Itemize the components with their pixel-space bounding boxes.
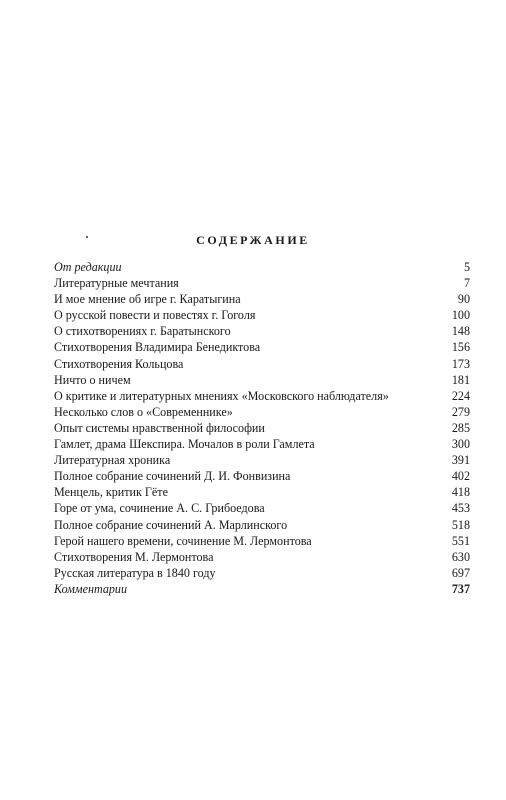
toc-entry-page-number: 148 [449,323,470,339]
toc-entry-page-number: 737 [449,581,470,597]
toc-entry [54,420,470,436]
toc-entry [54,404,470,420]
toc-entry [54,565,470,581]
toc-entry-title: Герой нашего времени, сочинение М. Лермонтова [54,533,316,549]
contents-heading: СОДЕРЖАНИЕ [196,233,310,247]
toc-entry [54,500,470,516]
toc-entry [54,452,470,468]
toc-entry [54,323,470,339]
toc-entry-page-number: 224 [449,388,470,404]
toc-entry-title: Русская литература в 1840 году [54,565,220,581]
toc-entry-title: Менцель, критик Гёте [54,484,172,500]
toc-entry-page-number: 156 [449,339,470,355]
toc-entry-page-number: 418 [449,484,470,500]
toc-entry-page-number: 181 [449,372,470,388]
toc-entry-title: Стихотворения Кольцова [54,356,187,372]
toc-entry [54,468,470,484]
table-of-contents [54,259,470,597]
toc-entry [54,291,470,307]
toc-entry [54,339,470,355]
toc-entry-title: Стихотворения Владимира Бенедиктова [54,339,264,355]
toc-entry-title: О стихотворениях г. Баратынского [54,323,235,339]
toc-entry-page-number: 697 [449,565,470,581]
toc-entry-title: О критике и литературных мнениях «Московского наблюдателя» [54,388,393,404]
toc-entry-page-number: 391 [449,452,470,468]
toc-entry [54,517,470,533]
toc-entry-page-number: 279 [449,404,470,420]
toc-entry [54,388,470,404]
toc-entry-page-number: 100 [449,307,470,323]
toc-entry-title: От редакции [54,259,126,275]
toc-entry [54,259,470,275]
toc-entry-page-number: 285 [449,420,470,436]
toc-entry-page-number: 518 [449,517,470,533]
toc-entry-page-number: 453 [449,500,470,516]
toc-entry-page-number: 173 [449,356,470,372]
toc-entry-title: Несколько слов о «Современнике» [54,404,237,420]
toc-entry [54,549,470,565]
toc-entry-page-number: 5 [461,259,470,275]
toc-entry [54,484,470,500]
toc-entry-page-number: 630 [449,549,470,565]
toc-entry-title: Полное собрание сочинений Д. И. Фонвизина [54,468,294,484]
toc-entry-title: И мое мнение об игре г. Каратыгина [54,291,245,307]
toc-entry-page-number: 7 [461,275,470,291]
toc-entry-page-number: 300 [449,436,470,452]
toc-entry-title: О русской повести и повестях г. Гоголя [54,307,259,323]
toc-entry-page-number: 551 [449,533,470,549]
toc-entry-title: Гамлет, драма Шекспира. Мочалов в роли Гамлета [54,436,319,452]
toc-entry-page-number: 402 [449,468,470,484]
toc-entry [54,436,470,452]
toc-entry-page-number: 90 [455,291,470,307]
toc-entry-title: Опыт системы нравственной философии [54,420,269,436]
toc-entry-title: Полное собрание сочинений А. Марлинского [54,517,291,533]
toc-entry-title: Комментарии [54,581,131,597]
toc-entry-title: Горе от ума, сочинение А. С. Грибоедова [54,500,269,516]
toc-entry [54,372,470,388]
toc-entry-title: Литературная хроника [54,452,174,468]
toc-entry [54,356,470,372]
toc-entry [54,581,470,597]
toc-entry-title: Стихотворения М. Лермонтова [54,549,217,565]
toc-entry [54,307,470,323]
toc-entry [54,275,470,291]
toc-entry [54,533,470,549]
toc-entry-title: Литературные мечтания [54,275,183,291]
toc-entry-title: Ничто о ничем [54,372,135,388]
